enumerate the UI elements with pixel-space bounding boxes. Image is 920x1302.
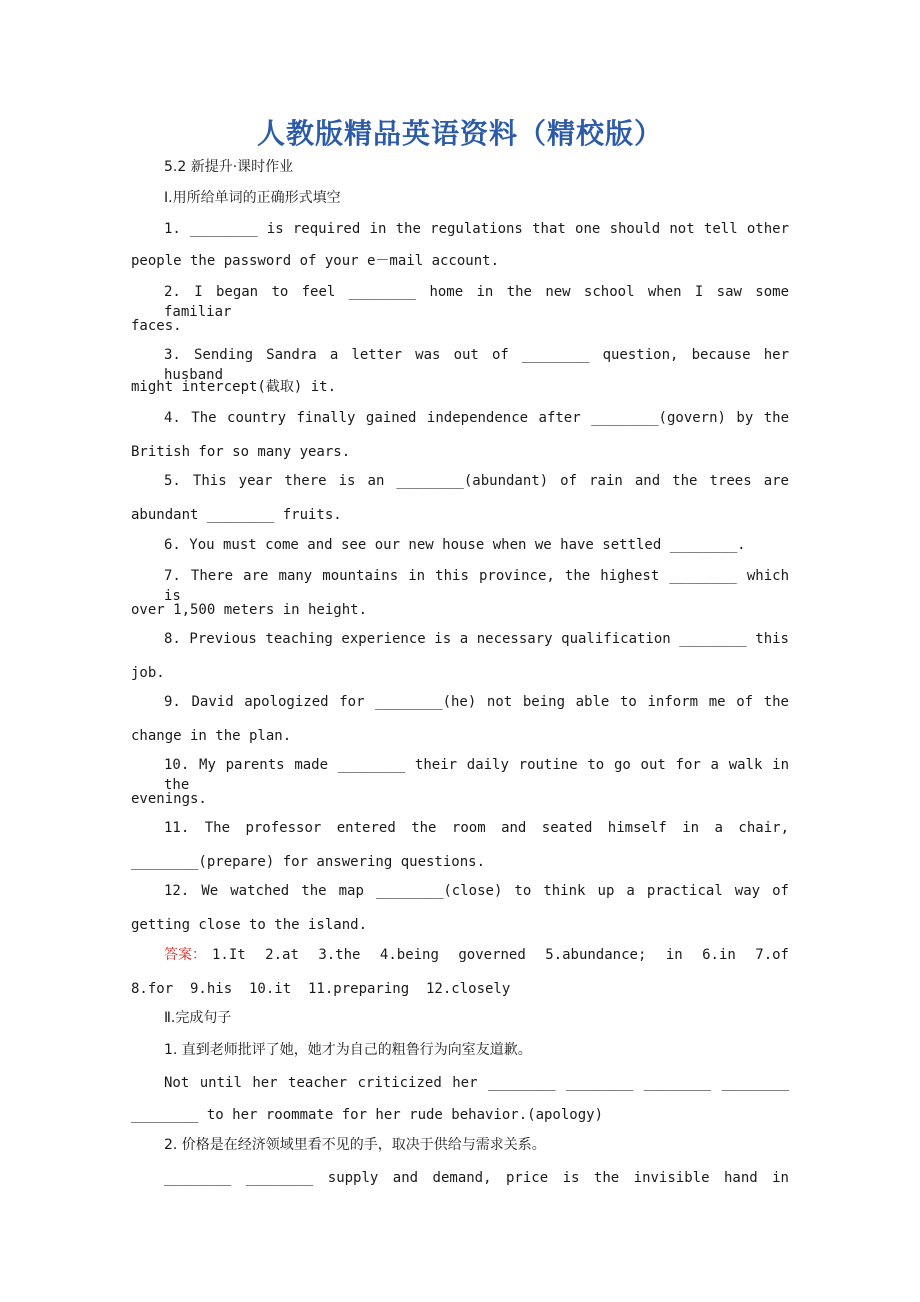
- question-line: 10. My parents made ________ their daily routine to go out for a walk in the: [164, 757, 789, 793]
- question-line: evenings.: [131, 791, 207, 807]
- section-heading: 5.2 新提升·课时作业: [164, 159, 294, 175]
- question-line: getting close to the island.: [131, 917, 368, 933]
- question-line: abundant ________ fruits.: [131, 507, 342, 523]
- answer-line: 1.It 2.at 3.the 4.being governed 5.abundance; in 6.in 7.of: [212, 947, 789, 963]
- question-line: might intercept(截取) it.: [131, 379, 337, 395]
- question-line: change in the plan.: [131, 728, 292, 744]
- part1-heading: Ⅰ.用所给单词的正确形式填空: [164, 190, 341, 206]
- question-line: 6. You must come and see our new house when we have settled ________.: [164, 537, 746, 553]
- question-line: 11. The professor entered the room and seated himself in a chair,: [164, 820, 789, 836]
- question-line: people the password of your e－mail account.: [131, 253, 500, 269]
- question-chinese: 1. 直到老师批评了她，她才为自己的粗鲁行为向室友道歉。: [164, 1042, 532, 1058]
- question-line: faces.: [131, 318, 182, 334]
- answer-line: 8.for 9.his 10.it 11.preparing 12.closely: [131, 981, 511, 997]
- question-line: job.: [131, 665, 165, 681]
- question-line: 9. David apologized for ________(he) not being able to inform me of the: [164, 694, 789, 710]
- question-line: 3. Sending Sandra a letter was out of ________ question, because her husband: [164, 347, 789, 383]
- question-line: ________(prepare) for answering questions.: [131, 854, 486, 870]
- part2-heading: Ⅱ.完成句子: [164, 1010, 232, 1026]
- question-chinese: 2. 价格是在经济领域里看不见的手，取决于供给与需求关系。: [164, 1137, 546, 1153]
- question-line: over 1,500 meters in height.: [131, 602, 368, 618]
- question-line: 12. We watched the map ________(close) to think up a practical way of: [164, 883, 789, 899]
- question-line: ________ ________ supply and demand, price is the invisible hand in: [164, 1170, 789, 1186]
- question-line: British for so many years.: [131, 444, 351, 460]
- question-line: 5. This year there is an ________(abundant) of rain and the trees are: [164, 473, 789, 489]
- question-line: 2. I began to feel ________ home in the new school when I saw some familiar: [164, 284, 789, 320]
- document-title: 人教版精品英语资料（精校版）: [256, 117, 663, 150]
- question-line: ________ to her roommate for her rude behavior.(apology): [131, 1107, 604, 1123]
- answer-label: 答案：: [164, 947, 206, 963]
- question-line: 4. The country finally gained independence after ________(govern) by the: [164, 410, 789, 426]
- question-line: Not until her teacher criticized her ________ ________ ________ ________: [164, 1075, 789, 1091]
- question-line: 7. There are many mountains in this province, the highest ________ which is: [164, 568, 789, 604]
- question-line: 1. ________ is required in the regulations that one should not tell other: [164, 221, 789, 237]
- question-line: 8. Previous teaching experience is a necessary qualification ________ this: [164, 631, 789, 647]
